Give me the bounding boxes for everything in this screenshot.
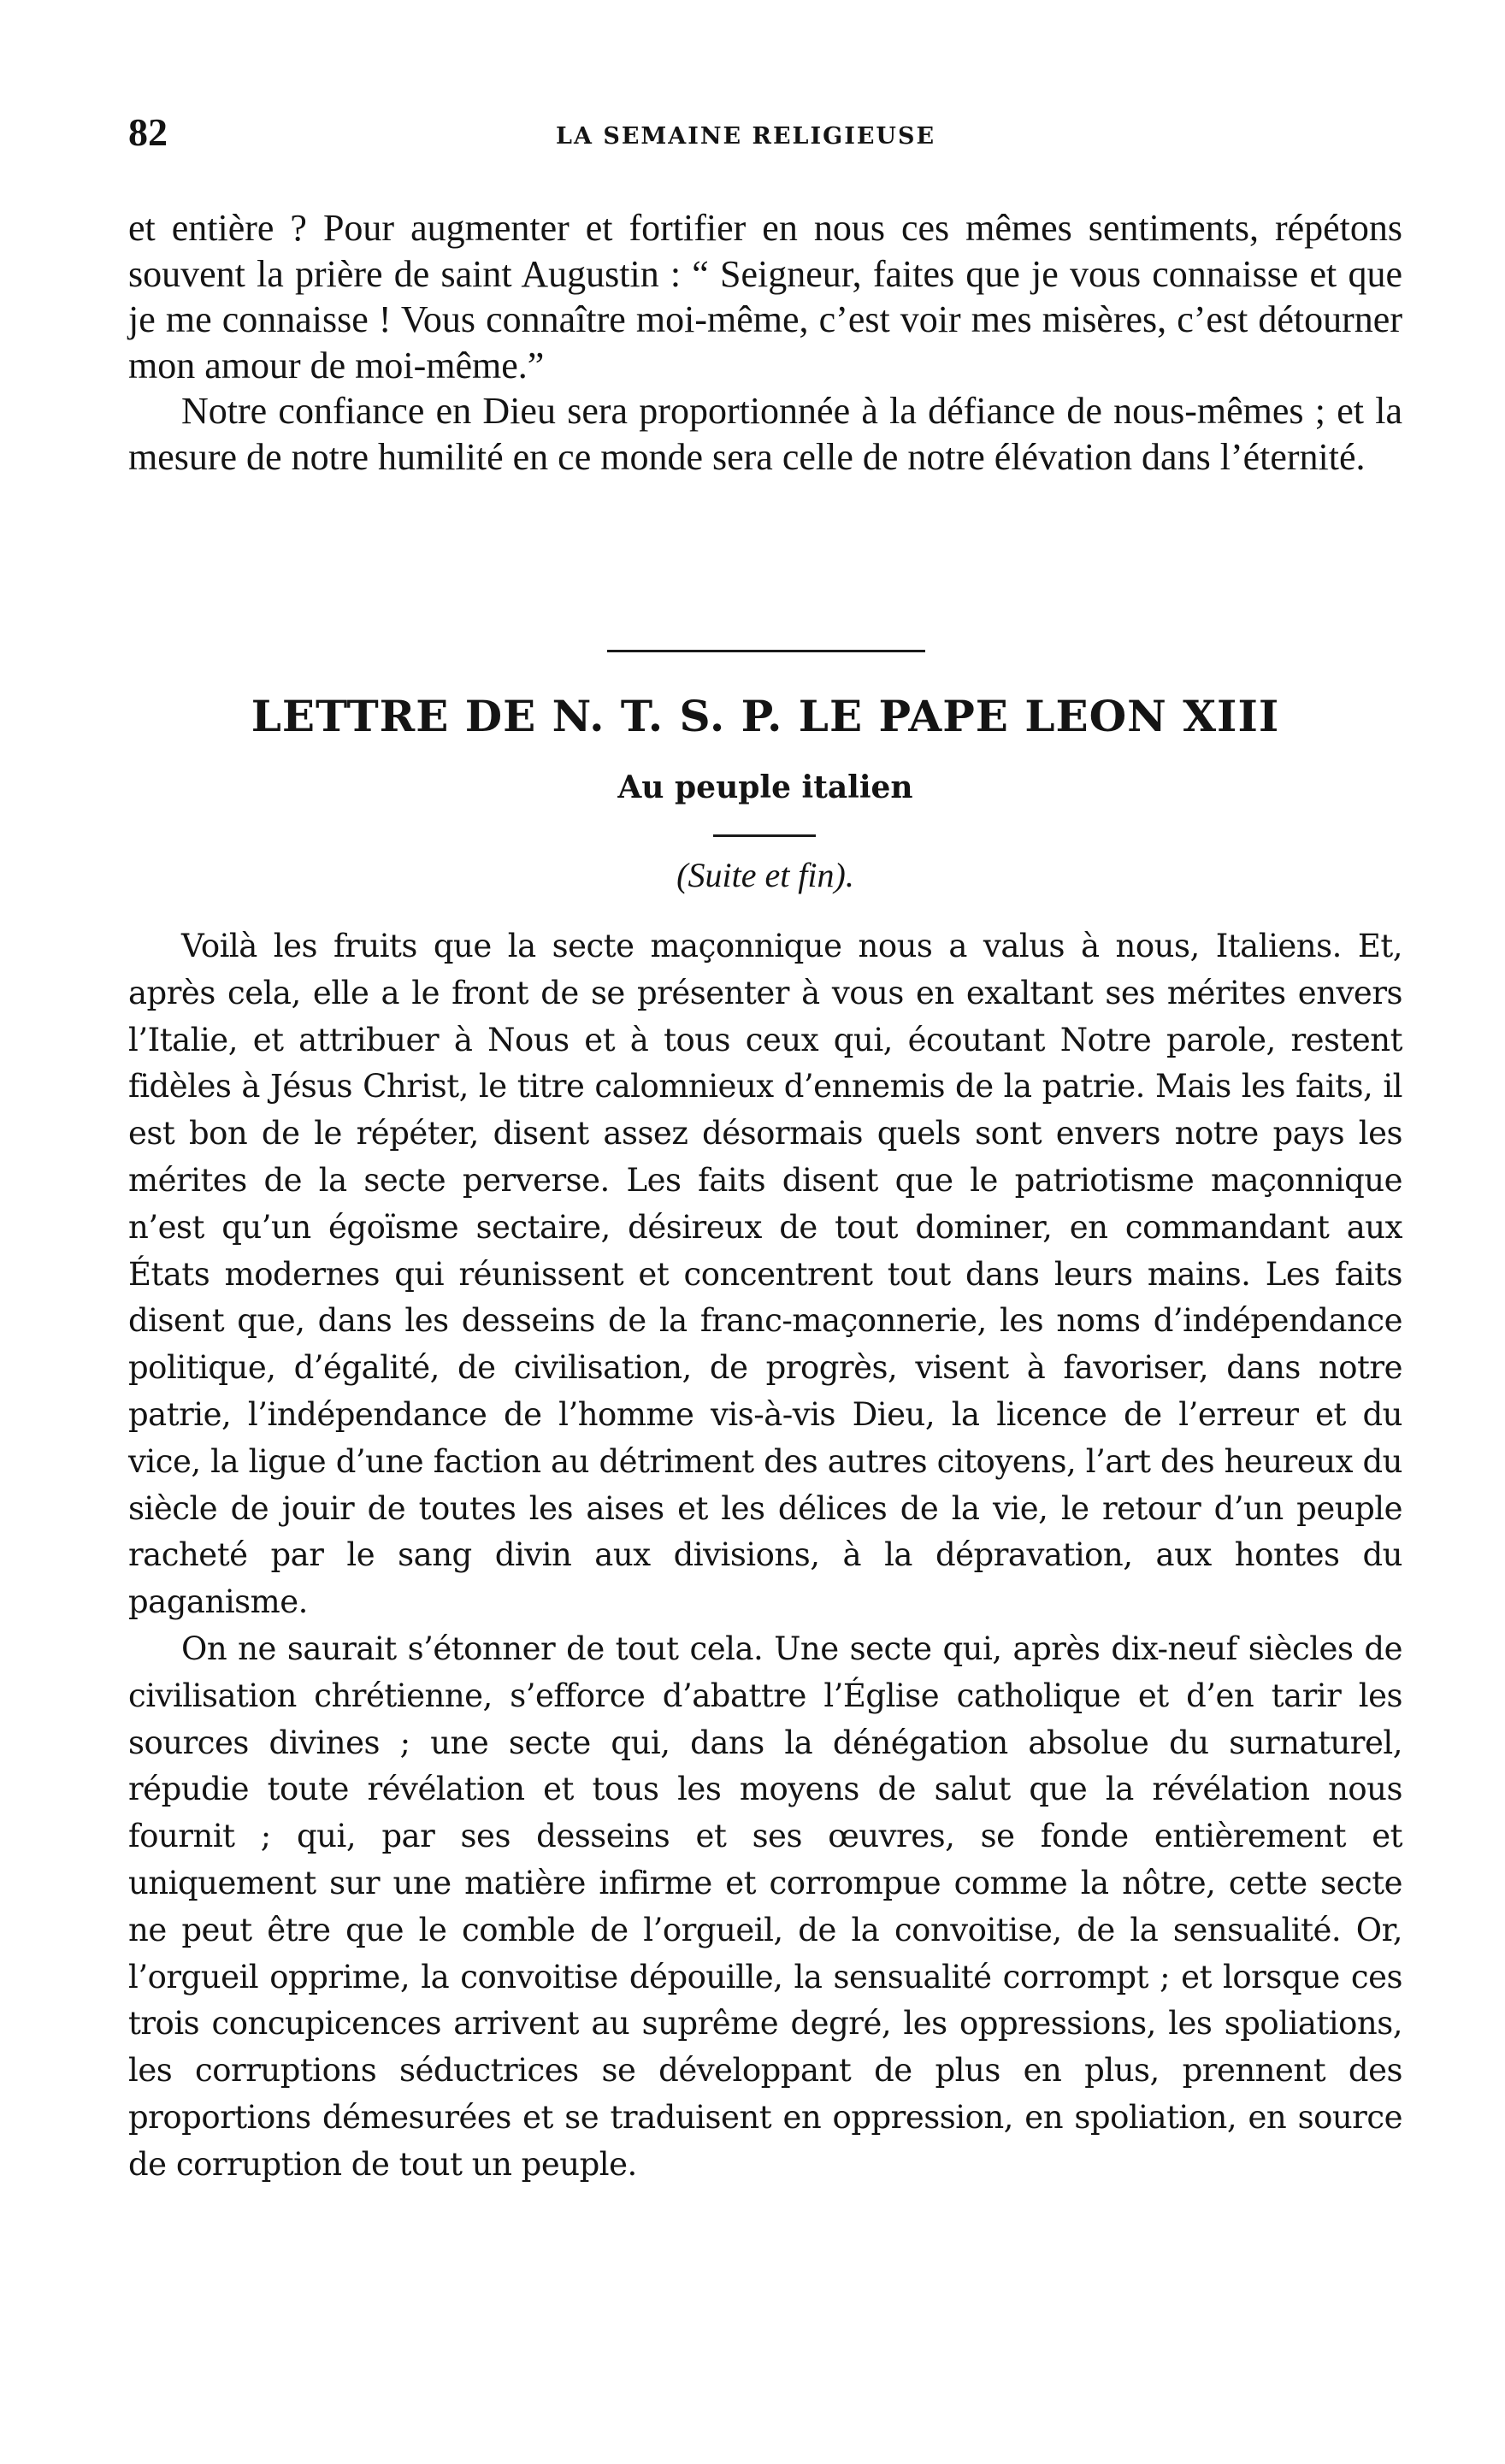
- section-divider: [607, 650, 925, 652]
- continuation-note: (Suite et fin).: [676, 856, 854, 894]
- book-page: [128, 0, 1402, 2464]
- letter-text: [128, 923, 1402, 2189]
- journal-title: LA SEMAINE RELIGIEUSE: [556, 123, 936, 150]
- paragraph: Voilà les fruits que la secte maçonnique nous a valus à nous, Italiens. Et, après cela, elle a le front de se présenter à vous en exaltant ses mérites envers l’Italie, et attribuer à Nous et à tous ceux qui, écoutant Notre parole, restent fidèles à Jésus Christ, le titre calomnieux d’ennemis de la patrie. Mais les faits, il est bon de le répéter, disent assez désormais quels sont envers notre pays les mérites de la secte perverse. Les faits disent que le patriotisme maçonnique n’est qu’un égoïsme sectaire, désireux de tout dominer, en commandant aux États modernes qui réunissent et concentrent tout dans leurs mains. Les faits disent que, dans les desseins de la franc-maçonnerie, les noms d’indépendance politique, d’égalité, de civilisation, de progrès, visent à favoriser, dans notre patrie, l’indépendance de l’homme vis-à-vis Dieu, la licence de l’erreur et du vice, la ligue d’une faction au détriment des autres citoyens, l’art des heureux du siècle de jouir de toutes les aises et les délices de la vie, le retour d’un peuple racheté par le sang divin aux divisions, à la dépravation, aux hontes du paganisme.: [128, 928, 1402, 1621]
- paragraph: Notre confiance en Dieu sera proportionnée à la défiance de nous-mêmes ; et la mesure de notre humilité en ce monde sera celle de notre élévation dans l’éternité.: [128, 390, 1402, 478]
- page-number: 82: [128, 110, 168, 154]
- paragraph: On ne saurait s’étonner de tout cela. Une secte qui, après dix-neuf siècles de civilisation chrétienne, s’efforce d’abattre l’Église catholique et d’en tarir les sources divines ; une secte qui, dans la dénégation absolue du surnaturel, répudie toute révélation et tous les moyens de salut que la révélation nous fournit ; qui, par ses desseins et ses œuvres, se fonde entièrement et uniquement sur une matière infirme et corrompue comme la nôtre, cette secte ne peut être que le comble de l’orgueil, de la convoitise, de la sensualité. Or, l’orgueil opprime, la convoitise dépouille, la sensualité corrompt ; et lorsque ces trois concupicences arrivent au suprême degré, les oppressions, les spoliations, les corruptions séductrices se développant de plus en plus, prennent des proportions démesurées et se traduisent en oppression, en spoliation, en source de corruption de tout un peuple.: [128, 1630, 1402, 2183]
- letter-subtitle: Au peuple italien: [617, 769, 913, 805]
- letter-title: LETTRE DE N. T. S. P. LE PAPE LEON XIII: [251, 691, 1280, 741]
- running-header: [128, 109, 1402, 161]
- intro-text: [128, 205, 1402, 480]
- subtitle-divider: [713, 834, 816, 837]
- paragraph: et entière ? Pour augmenter et fortifier en nous ces mêmes sentiments, répétons souvent la prière de saint Augustin : “ Seigneur, faites que je vous connaisse et que je me connaisse ! Vous connaître moi-même, c’est voir mes misères, c’est détourner mon amour de moi-même.”: [128, 207, 1402, 386]
